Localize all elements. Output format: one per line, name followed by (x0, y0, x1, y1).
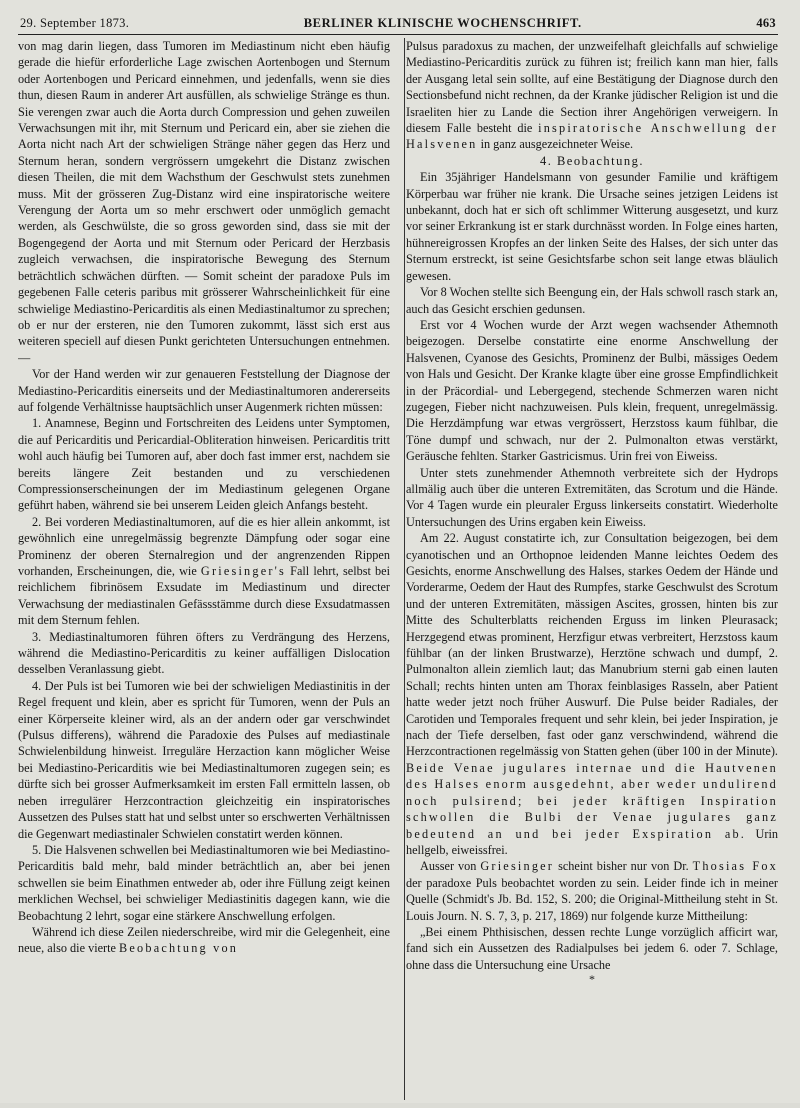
paragraph: „Bei einem Phthisischen, dessen rechte Lunge vorzüglich afficirt war, fand sich ein Aussetzen des Radialpulses bei jedem 6. oder 7. Schlage, ohne dass die Untersuchung eine Ursache (406, 924, 778, 972)
paragraph: Ein 35jähriger Handelsmann von gesunder Familie und kräftigem Körperbau war früher nie krank. Die Ursache seines jetzigen Leidens ist unbekannt, doch hat er sich oft schlimmer Witterung ausgesetzt, und kurz vor seiner Erkrankung ist er stark durchnässt worden. In Folge eines harten, hühnereigrossen Kropfes an der linken Seite des Halses, der sich unter das Sternum erstreckt, ist seine Gesichtsfarbe schon seit lange etwas bläulich gewesen. (406, 170, 778, 283)
text-run: Fall lehrt, selbst bei reichlichem fibrinösem Exsudate im Mediastinum und directer Verwachsung der mediastinalen Gefässstämme durch diese Exsudatmassen mit dem Sternum fehlen. (18, 564, 390, 628)
emphasis-text: Beide Venae jugulares internae und die Hautvenen des Halses enorm ausgedehnt, aber weder undulirend noch pulsirend; bei jeder kräftigen Inspiration schwollen die Bulbi der Venae jugulares ganz bedeutend an und bei jeder Exspiration ab. (406, 760, 778, 841)
paragraph: 4. Der Puls ist bei Tumoren wie bei der schwieligen Mediastinitis in der Regel frequent und klein, aber es spricht für Tumoren, wenn der Puls an einer Körperseite kleiner wird, als an der andern oder gar verschwindet (Pulsus differens), während die Paradoxie des Pulses auf mediastinale Schwielenbildung hinweist. Irreguläre Herzaction kann möglicher Weise bei Mediastino-Pericarditis wie bei Mediastinaltumoren zugegen sein; es dürfte sich bei grosser Aufmerksamkeit im ersten Fall ermitteln lassen, ob neben irregulärer Herzcontraction gleichzeitig ein inspiratorisches Aussetzen des Pulses statt hat und selbst unter so erschwerten Verhältnissen die Gegenwart mediastinaler Schwielen constatirt werden können. (18, 678, 390, 841)
text-run: Pulsus paradoxus zu machen, der unzweifelhaft gleichfalls auf schwielige Mediastino-Pericarditis zurück zu führen ist; freilich kann man hier, falls der Ausgang letal sein sollte, auf eine Bestätigung der Diagnose durch den Sectionsbefund nicht rechnen, da der Kranke jüdischer Religion ist und die Israeliten hier zu Lande die Section ihrer Angehörigen verweigern. In diesem Falle besteht die (406, 39, 778, 136)
issue-date: 29. September 1873. (20, 16, 130, 30)
paragraph: 5. Die Halsvenen schwellen bei Mediastinaltumoren wie bei Mediastino-Pericarditis bald mehr, bald minder beträchtlich an, aber bei jenen schwellen sie beim Einathmen entweder ab, oder ihre Füllung zeigt keinen merklichen Wechsel, bei schwieliger Mediastinitis dagegen kann, wie die Beobachtung 2 lehrt, sogar eine stärkere Anschwellung erfolgen. (18, 842, 390, 923)
emphasis-text: Beobachtung von (119, 941, 239, 956)
paragraph: von mag darin liegen, dass Tumoren im Mediastinum nicht eben häufig gerade die hiefür erforderliche Lage zwischen Aortenbogen und Sternum oder Aortenbogen und Pericard einnehmen, und jedenfalls, wenn sie dies thun, diesen Raum in anderer Art ausfüllen, als schwielige Stränge es thun. Sie verengen zwar auch die Aorta durch Compression und gehen zuweilen Verwachsungen mit ihr, mit Sternum und Pericard ein, aber sie ziehen die Aorta nicht nach Art der schwieligen Stränge näher gegen das Herz und Sternum heran, sondern vergrössern umgekehrt die Distanz zwischen diesen Theilen, die mit dem Wachsthum der Geschwulst stets zunehmen muss. Mit der grösseren Zug-Distanz wird eine inspiratorische weitere Verengung der Aorta um so mehr erschwert oder unmöglich gemacht werden, als Geschwülste, die so gross geworden sind, dass sie mit der Bogengegend der Aorta und mit Sternum oder Pericard der Herzbasis zugleich verwachsen, die inspiratorische Bewegung des Sternum beträchtlich schwächen dürften. — Somit scheint der paradoxe Puls im gegebenen Falle ceteris paribus mit grösserer Wahrscheinlichkeit für eine schwielige Mediastino-Pericarditis als einen Mediastinaltumor zu sprechen; ob er nur der ersteren, nie den Tumoren zukommt, lässt sich erst aus weiteren speciell auf diesen Punkt gerichteten Untersuchungen entnehmen. — (18, 39, 390, 365)
paragraph (406, 38, 778, 153)
paragraph (406, 858, 778, 924)
paragraph (18, 514, 390, 629)
column-divider (404, 38, 405, 1100)
text-run: Am 22. August constatirte ich, zur Consultation beigezogen, bei dem cyanotischen und an Orthopnoe leidenden Manne leichtes Oedem des Gesichts, enorme Anschwellung des Halses, starkes Oedem der Hände und Vorderarme, Oedem der Haut des Rumpfes, starke Geschwulst des Scrotum und der unteren Extremitäten, mässigen Ascites, grossen, hinten bis zur Mitte des Schulterblatts reichenden Erguss im linken Pleurasack; Herzgegend etwas prominent, Herzfigur etwas verbreitert, Herzstoss kaum fühlbar (an der linken Brustwarze), Herztöne schwach und dumpf, 2. Pulmonalton allein ziemlich laut; das Manubrium sterni gab einen lauten Schall; rechts hinten unten am Thorax feinblasiges Rasseln, aber Patient hatte weder jetzt noch früher Auswurf. Die Pulse beider Radiales, der Carotiden und Temporales frequent und sehr klein, bei jeder Inspiration, je nach der Tiefe derselben, fast oder ganz verschwindend, während die Herzcontractionen regelmässig von Statten gehen (über 100 in der Minute). (406, 531, 778, 759)
author-name: Thosias Fox (692, 859, 778, 874)
running-header (18, 16, 778, 35)
page-number: 463 (756, 16, 776, 30)
left-column (18, 38, 390, 1108)
author-name: Griesinger's (200, 564, 286, 578)
paragraph: Vor 8 Wochen stellte sich Beengung ein, der Hals schwoll rasch stark an, auch das Gesicht erschien gedunsen. (406, 285, 778, 316)
author-name: Griesinger (480, 859, 555, 874)
paragraph: 1. Anamnese, Beginn und Fortschreiten des Leidens unter Symptomen, die auf Pericarditis und Pericardial-Obliteration hinweisen. Pericarditis tritt wohl auch häufig bei Tumoren auf, aber doch fast immer erst, nachdem sie bereits längere Zeit bestanden und zu verschiedenen Compressionserscheinungen der im Mediastinum gelegenen Organe geführt haben, während sie bei unserem Leiden gleich Anfangs besteht. (18, 416, 390, 513)
emphasis-text: inspiratorische Anschwellung der Halsvenen (406, 121, 778, 152)
paragraph (18, 924, 390, 957)
text-run: Während ich diese Zeilen niederschreibe, wird mir die Gelegenheit, eine neue, also die vierte (18, 924, 390, 956)
paragraph: 3. Mediastinaltumoren führen öfters zu Verdrängung des Herzens, während die Mediastino-Pericarditis zu keiner auffälligen Dislocation desselben Veranlassung giebt. (18, 629, 390, 677)
paragraph: Vor der Hand werden wir zur genaueren Feststellung der Diagnose der Mediastino-Pericarditis einerseits und der Mediastinaltumoren andererseits auf folgende Verhältnisse hauptsächlich unser Augenmerk richten müssen: (18, 367, 390, 414)
text-run: Urin hellgelb, eiweissfrei. (406, 826, 778, 857)
text-columns (18, 38, 778, 1108)
footnote-mark: * (589, 972, 595, 987)
text-run: Ausser von (420, 859, 481, 874)
right-column (406, 38, 778, 1108)
text-run: scheint bisher nur von Dr. (554, 859, 693, 874)
paragraph: Unter stets zunehmender Athemnoth verbreitete sich der Hydrops allmälig auch über die unteren Extremitäten, das Scrotum und die Hände. Vor 4 Tagen wurde ein pleuraler Erguss linkerseits constatirt. Wiederholte Untersuchungen des Urins ergaben kein Eiweiss. (406, 465, 778, 529)
text-run: der paradoxe Puls beobachtet worden zu sein. Leider finde ich in meiner Quelle (Schmidt's Jb. Bd. 152, S. 200; die Original-Mittheilung steht in St. Louis Journ. N. S. 7, 3, p. 217, 1869) nur folgende kurze Mittheilung: (406, 875, 778, 923)
paragraph (406, 530, 778, 858)
paragraph: Erst vor 4 Wochen wurde der Arzt wegen wachsender Athemnoth beigezogen. Derselbe constatirte eine enorme Anschwellung der Halsvenen, Cyanose des Gesichts, Prominenz der Bulbi, mässiges Oedem von Hals und Gesicht. Der Kranke klagte über eine grosse Empfindlichkeit in der Präcordial- und Lebergegend, stechende Schmerzen waren nicht zugegen, Fieber nicht nachzuweisen. Puls klein, frequent, unregelmässig. Die Herzdämpfung war etwas vergrössert, Herzstoss kaum fühlbar, die Töne dumpf und schwach, nur der 2. Pulmonalton etwas verstärkt, Geräusche fehlten. Starker Gastricismus. Urin frei von Eiweiss. (406, 317, 778, 464)
text-run: 2. Bei vorderen Mediastinaltumoren, auf die es hier allein ankommt, ist gewöhnlich eine unregelmässig begrenzte Dämpfung oder sogar eine Prominenz der oberen Sternalregion und der angrenzenden Rippen vorhanden, Erscheinungen, die, wie (18, 514, 390, 578)
journal-title: BERLINER KLINISCHE WOCHENSCHRIFT. (303, 16, 582, 30)
text-run: in ganz ausgezeichneter Weise. (477, 137, 634, 152)
section-heading: 4. Beobachtung. (539, 153, 645, 168)
